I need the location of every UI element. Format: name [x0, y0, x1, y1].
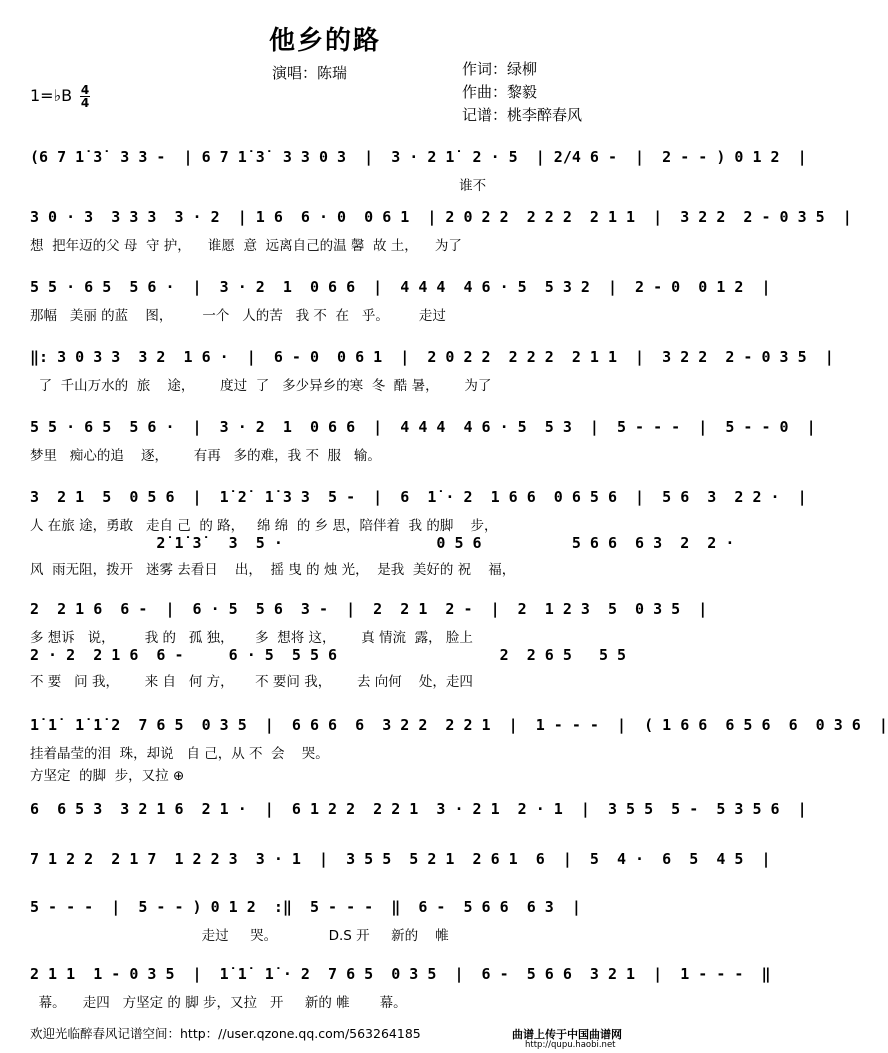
composer-credit: 作曲：黎毅: [462, 83, 538, 101]
footer-text: 欢迎光临醉春风记谱空间：http：//user.qzone.qq.com/563264185: [30, 1026, 421, 1041]
lyric-line: 走过 哭。 D.S 开 新的 帷: [30, 928, 449, 944]
footer-url: http://qupu.haobi.net: [525, 1040, 616, 1050]
lyric-line: 不 要 问 我， 来 自 何 方， 不 要问 我， 去 向何 处，走四: [30, 674, 473, 690]
lyric-line: 方坚定 的脚 步，又拉 ⊕: [30, 768, 185, 784]
staff-notes: 6 6 5 3 3 2 1 6 2 1 · | 6 1 2 2 2 2 1 3 · 2 1 2 · 1 | 3 5 5 5 - 5 3 5 6 |: [30, 800, 807, 818]
lyric-line: 了 千山万水的 旅 途， 度过 了 多少异乡的寒 冬 酷 暑， 为了: [30, 378, 492, 394]
singer-credit: 演唱：陈瑞: [272, 64, 348, 82]
lyric-line: 那幅 美丽 的蓝 图， 一个 人的苦 我 不 在 乎。 走过: [30, 308, 446, 324]
staff-notes: 3 2 1 5 0 5 6 | 1̇ 2̇ 1̇ 3 3 5 - | 6 1̇ · 2 1 6 6 0 6 5 6 | 5 6 3 2 2 · |: [30, 488, 807, 506]
lyric-line: 谁不: [30, 178, 487, 194]
staff-notes: (6 7 1̇ 3̇ 3 3 - | 6 7 1̇ 3̇ 3 3 0 3 | 3 · 2 1̇ 2 · 5 | 2/4 6 - | 2 - - ) 0 1 2 |: [30, 148, 807, 166]
staff-notes: 1̇ 1̇ 1̇ 1̇ 2 7 6 5 0 3 5 | 6 6 6 6 3 2 2 2 2 1 | 1 - - - | ( 1 6 6 6 5 6 6 0 3 6 |: [30, 716, 888, 734]
staff-notes: 2 1 1 1 - 0 3 5 | 1̇ 1̇ 1̇ · 2 7 6 5 0 3 5 | 6 - 5 6 6 3 2 1 | 1 - - - ‖: [30, 965, 771, 983]
lyricist-credit: 作词：绿柳: [462, 60, 538, 78]
time-signature: [80, 84, 90, 109]
staff-notes: 2 2 1 6 6 - | 6 · 5 5 6 3 - | 2 2 1 2 - | 2 1 2 3 5 0 3 5 |: [30, 600, 708, 618]
time-signature-bottom: 4: [80, 96, 90, 110]
staff-notes: 3 0 · 3 3 3 3 3 · 2 | 1 6 6 · 0 0 6 1 | 2 0 2 2 2 2 2 2 1 1 | 3 2 2 2 - 0 3 5 |: [30, 208, 852, 226]
lyric-line: 想 把年迈的父 母 守 护， 谁愿 意 远离自己的温 馨 故 土， 为了: [30, 238, 462, 254]
staff-notes: 5 5 · 6 5 5 6 · | 3 · 2 1 0 6 6 | 4 4 4 4 6 · 5 5 3 | 5 - - - | 5 - - 0 |: [30, 418, 816, 436]
lyric-line: 多 想诉 说， 我 的 孤 独， 多 想将 这， 真 情流 露， 脸上: [30, 630, 473, 646]
lyric-line: 梦里 痴心的追 逐， 有再 多的难，我 不 服 输。: [30, 448, 381, 464]
lyric-line: 幕。 走四 方坚定 的 脚 步，又拉 开 新的 帷 幕。: [30, 995, 407, 1011]
lyric-line: 人 在旅 途，勇敢 走自 己 的 路， 绵 绵 的 乡 思，陪伴着 我 的脚 步，: [30, 518, 498, 534]
staff-notes: 5 - - - | 5 - - ) 0 1 2 :‖ 5 - - - ‖ 6 - 5 6 6 6 3 |: [30, 898, 581, 916]
key-signature: 1=♭B: [30, 86, 73, 105]
song-title: 他乡的路: [268, 26, 381, 56]
lyric-line: 风 雨无阻，拨开 迷雾 去看日 出， 摇 曳 的 烛 光， 是我 美好的 祝 福，: [30, 562, 516, 578]
staff-notes-alt: 2 · 2 2 1 6 6 - 6 · 5 5 5 6 2 2 6 5 5 5: [30, 646, 627, 664]
credits-block: [462, 58, 582, 127]
staff-notes: 5 5 · 6 5 5 6 · | 3 · 2 1 0 6 6 | 4 4 4 4 6 · 5 5 3 2 | 2 - 0 0 1 2 |: [30, 278, 771, 296]
footer-site: 曲谱上传于中国曲谱网: [512, 1028, 622, 1041]
staff-notes: ‖: 3 0 3 3 3 2 1 6 · | 6 - 0 0 6 1 | 2 0 2 2 2 2 2 2 1 1 | 3 2 2 2 - 0 3 5 |: [30, 348, 834, 366]
lyric-line: 挂着晶莹的泪 珠，却说 自 己，从 不 会 哭。: [30, 746, 329, 762]
time-signature-top: 4: [80, 83, 90, 97]
staff-notes-alt: 2̇ 1̇ 3̇ 3 5 · 0 5 6 5 6 6 6 3 2 2 ·: [30, 534, 735, 552]
transcriber-credit: 记谱：桃李醉春风: [462, 106, 583, 124]
staff-notes: 7 1 2 2 2 1 7 1 2 2 3 3 · 1 | 3 5 5 5 2 1 2 6 1 6 | 5 4 · 6 5 4 5 |: [30, 850, 771, 868]
